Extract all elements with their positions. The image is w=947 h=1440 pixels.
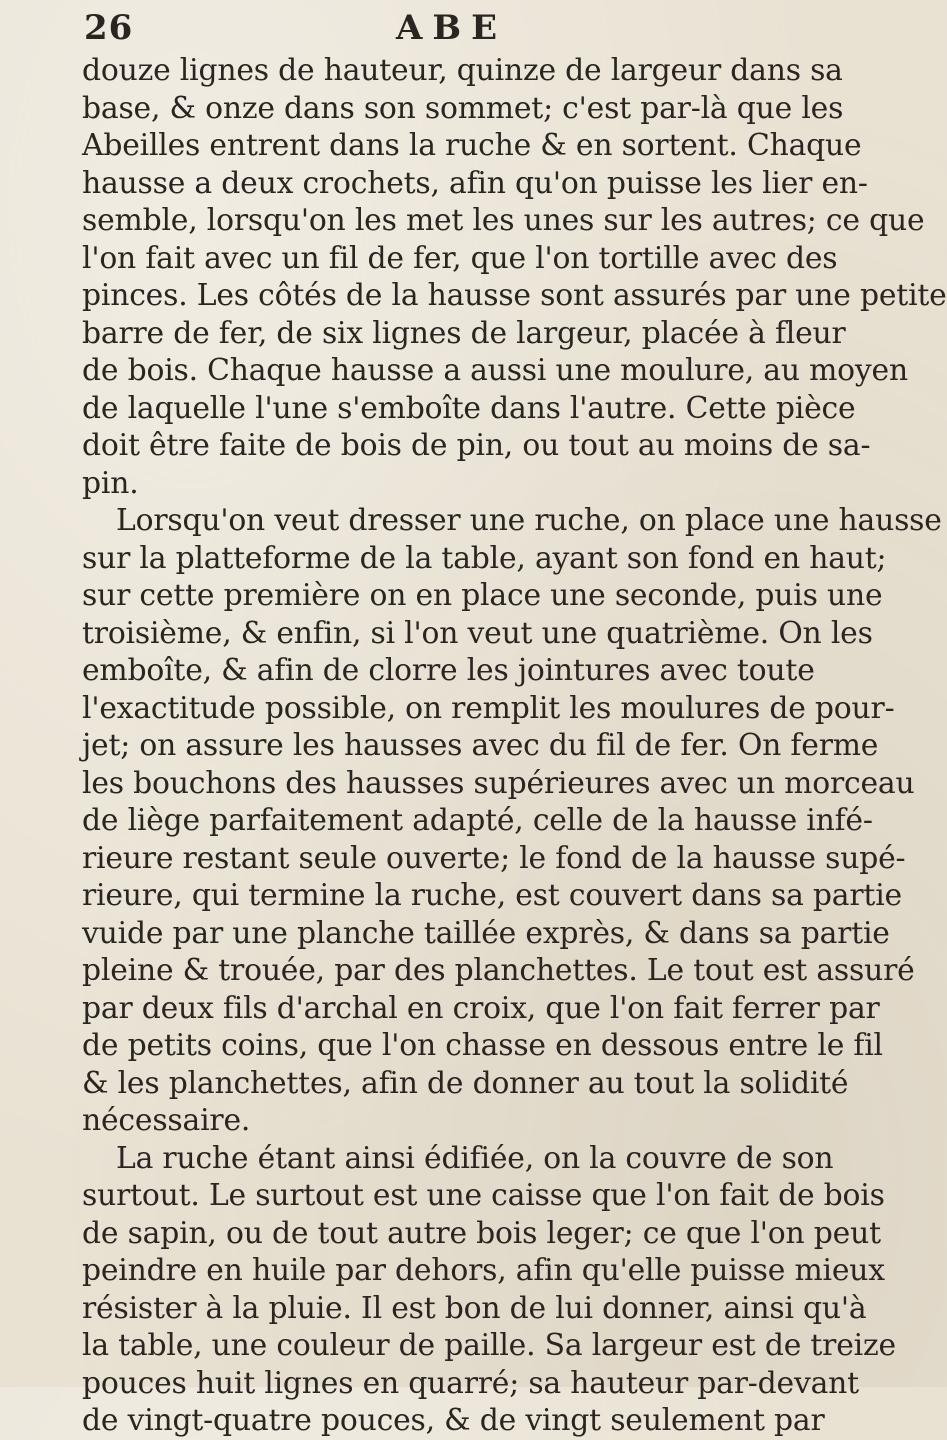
text-line: rieure, qui termine la ruche, est couvert dans sa partie [82, 878, 902, 913]
text-line: de petits coins, que l'on chasse en dessous entre le fil [82, 1028, 883, 1063]
text-line: base, & onze dans son sommet; c'est par-là que les [82, 90, 844, 126]
text-line: barre de fer, de six lignes de largeur, placée à fleur [82, 315, 846, 351]
text-line: surtout. Le surtout est une caisse que l'on fait de bois [82, 1178, 885, 1213]
text-line: de liège parfaitement adapté, celle de la hausse infé- [82, 803, 873, 838]
body-text [82, 52, 947, 1440]
text-line: douze lignes de hauteur, quinze de largeur dans sa [82, 53, 843, 88]
text-line: de sapin, ou de tout autre bois leger; ce que l'on peut [82, 1215, 881, 1251]
text-line: de bois. Chaque hausse a aussi une moulure, au moyen [82, 353, 908, 388]
text-line: nécessaire. [82, 1103, 251, 1138]
text-line: La ruche étant ainsi édifiée, on la couvre de son [116, 1140, 834, 1176]
page-number: 26 [84, 8, 134, 48]
text-line: peindre en huile par dehors, afin qu'elle puisse mieux [82, 1253, 885, 1288]
text-line: pinces. Les côtés de la hausse sont assurés par une petite [82, 278, 947, 313]
text-line: pin. [82, 465, 139, 501]
text-line: de laquelle l'une s'emboîte dans l'autre. Cette pièce [82, 390, 856, 426]
text-line: jet; on assure les hausses avec du fil de fer. On ferme [82, 728, 879, 763]
text-line: pouces huit lignes en quarré; sa hauteur par-devant [82, 1365, 859, 1401]
paragraph [82, 1140, 896, 1440]
running-head [84, 8, 734, 56]
text-line: l'on fait avec un fil de fer, que l'on tortille avec des [82, 240, 838, 276]
text-line: Abeilles entrent dans la ruche & en sortent. Chaque [82, 128, 862, 163]
text-line: hausse a deux crochets, afin qu'on puisse les lier en- [82, 165, 868, 201]
text-line: l'exactitude possible, on remplit les moulures de pour- [82, 690, 895, 726]
text-line: la table, une couleur de paille. Sa largeur est de treize [82, 1328, 896, 1363]
text-line: & les planchettes, afin de donner au tout la solidité [82, 1065, 849, 1101]
text-line: de vingt-quatre pouces, & de vingt seulement par [82, 1403, 825, 1438]
paragraph [82, 52, 947, 502]
text-line: sur cette première on en place une seconde, puis une [82, 578, 883, 613]
text-line: par deux fils d'archal en croix, que l'on fait ferrer par [82, 990, 880, 1026]
text-line: Lorsqu'on veut dresser une ruche, on place une hausse [116, 503, 942, 538]
running-head-title: ABE [396, 8, 508, 48]
text-line: semble, lorsqu'on les met les unes sur les autres; ce que [82, 203, 925, 238]
text-line: troisième, & enfin, si l'on veut une quatrième. On les [82, 615, 873, 651]
text-line: emboîte, & afin de clorre les jointures avec toute [82, 653, 815, 688]
paragraph [82, 502, 942, 1140]
text-line: pleine & trouée, par des planchettes. Le tout est assuré [82, 953, 915, 988]
text-line: rieure restant seule ouverte; le fond de la hausse supé- [82, 840, 906, 876]
text-line: sur la platteforme de la table, ayant son fond en haut; [82, 540, 887, 576]
text-line: les bouchons des hausses supérieures avec un morceau [82, 765, 915, 801]
text-line: doit être faite de bois de pin, ou tout au moins de sa- [82, 428, 871, 463]
text-line: vuide par une planche taillée exprès, & dans sa partie [82, 915, 890, 951]
text-line: résister à la pluie. Il est bon de lui donner, ainsi qu'à [82, 1290, 867, 1326]
